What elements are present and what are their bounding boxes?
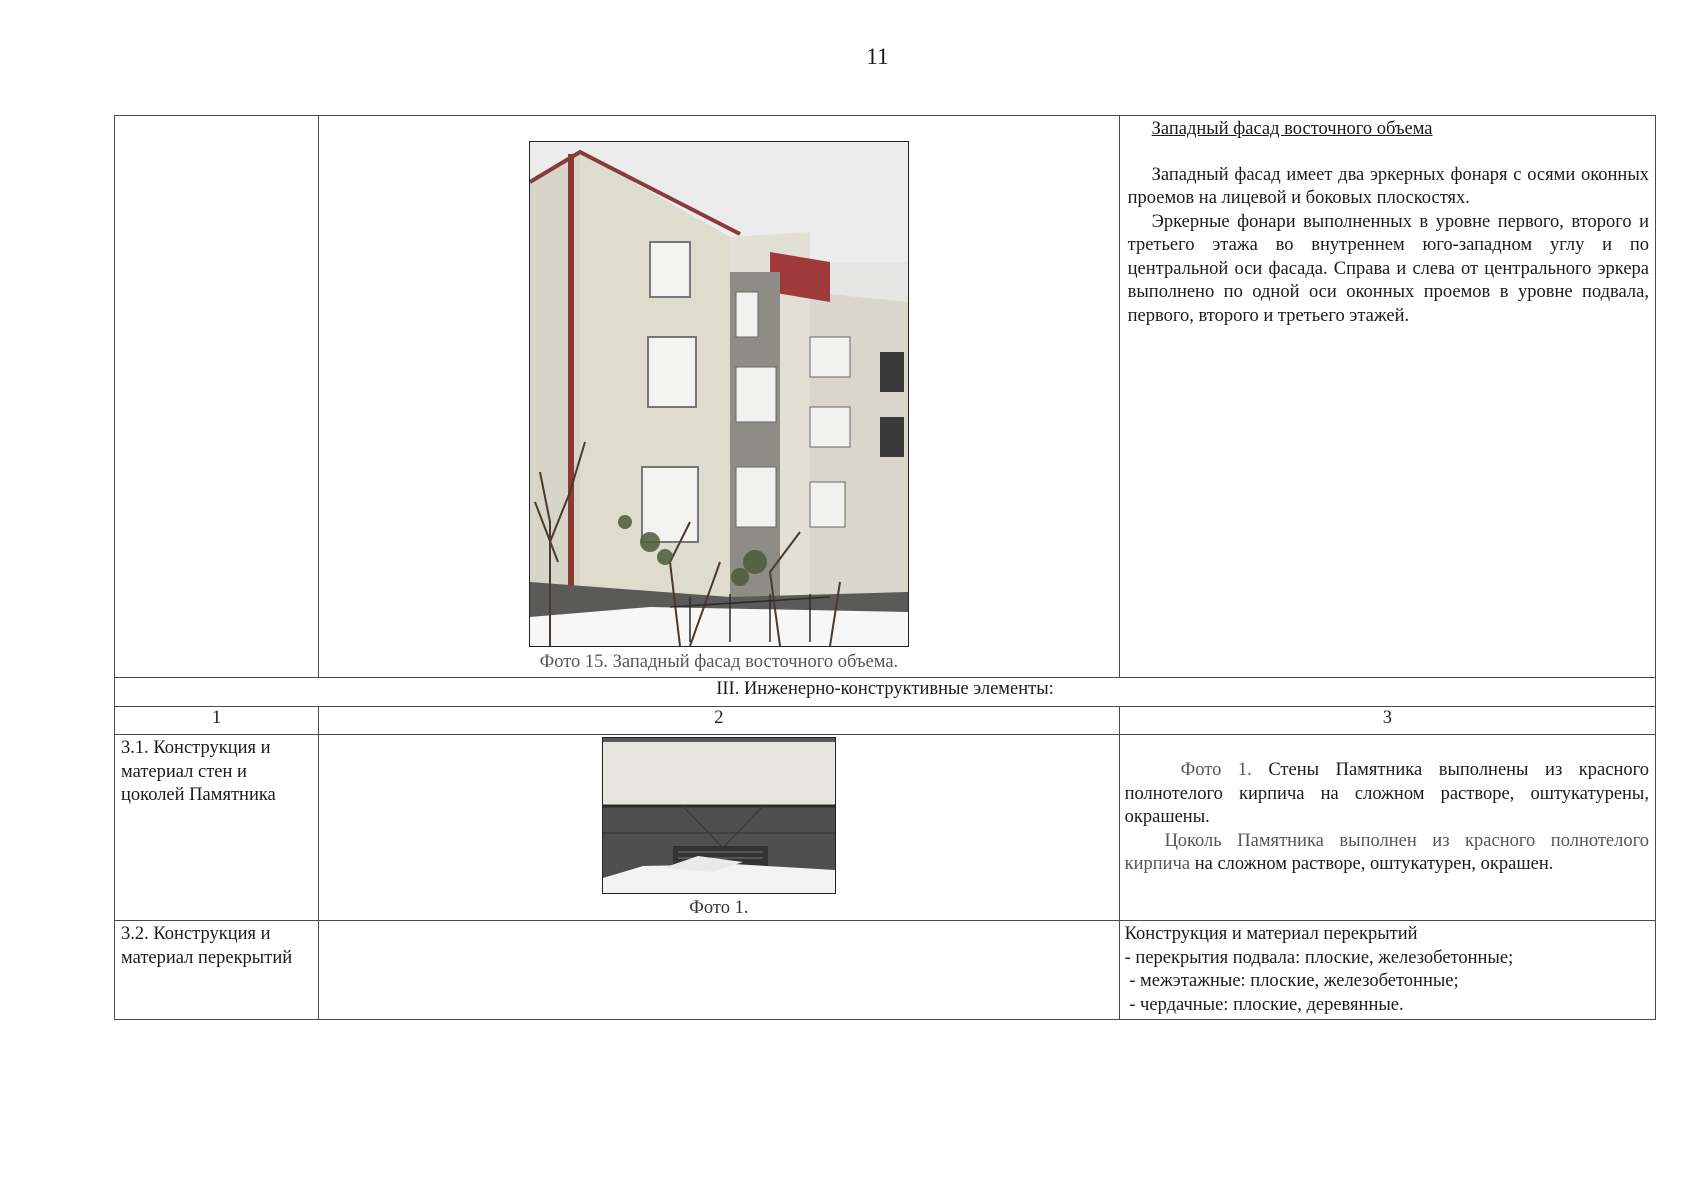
- photo-cell: [319, 735, 1120, 921]
- column-number: 2: [319, 707, 1120, 735]
- section-heading: Западный фасад восточного объема: [1151, 119, 1433, 139]
- description-line: - межэтажные: плоские, железобетонные;: [1124, 971, 1459, 991]
- description-paragraph: [1125, 759, 1649, 830]
- table-row: [115, 921, 1656, 1020]
- table-row: [115, 707, 1656, 735]
- description-line: - перекрытия подвала: плоские, железобетонные;: [1124, 947, 1514, 968]
- description-paragraph: [1125, 830, 1649, 877]
- photo-caption: Фото 15. Западный фасад восточного объема.: [539, 652, 899, 672]
- column-number: 1: [115, 707, 319, 735]
- description-text: Цоколь Памятника выполнен из красного полнотелого кирпича: [1124, 830, 1649, 874]
- empty-label-cell: [115, 116, 319, 678]
- description-cell: [1119, 921, 1655, 1020]
- row-label: 3.2. Конструкция и материал перекрытий: [115, 921, 319, 1020]
- description-line: - чердачные: плоские, деревянные.: [1124, 994, 1404, 1015]
- section-title: III. Инженерно-конструктивные элементы:: [115, 678, 1656, 707]
- building-facade-photo: [529, 141, 909, 647]
- description-text: на сложном растворе, оштукатурен, окрашен.: [1190, 854, 1554, 874]
- monument-description-table: [114, 115, 1656, 1020]
- page-number: 11: [866, 44, 889, 69]
- description-paragraph: Западный фасад имеет два эркерных фонаря с осями оконных проемов на лицевой и боковых плоскостях.: [1127, 164, 1649, 208]
- description-line: Конструкция и материал перекрытий: [1124, 924, 1418, 944]
- empty-photo-cell: [319, 921, 1120, 1020]
- photo-cell: [319, 116, 1120, 678]
- description-paragraph: Эркерные фонари выполненных в уровне первого, второго и третьего этажа во внутреннем юго-западном углу и по центральной оси фасада. Справа и слева от центрального эркера выполнено по одной оси оконных проемов в уровне подвала, первого, второго и третьего этажей.: [1127, 211, 1649, 326]
- photo-caption: Фото 1.: [689, 898, 749, 918]
- description-cell: [1119, 735, 1655, 921]
- table-row: [115, 678, 1656, 707]
- table-row: [115, 116, 1656, 678]
- description-cell: [1119, 116, 1655, 678]
- row-label: 3.1. Конструкция и материал стен и цоколей Памятника: [115, 735, 319, 921]
- column-number: 3: [1119, 707, 1655, 735]
- wall-plinth-photo: [602, 737, 836, 894]
- photo-reference: Фото 1.: [1180, 760, 1252, 780]
- table-row: [115, 735, 1656, 921]
- description-text: Стены Памятника выполнены из красного полнотелого кирпича на сложном растворе, оштукатурены, окрашены.: [1124, 760, 1649, 827]
